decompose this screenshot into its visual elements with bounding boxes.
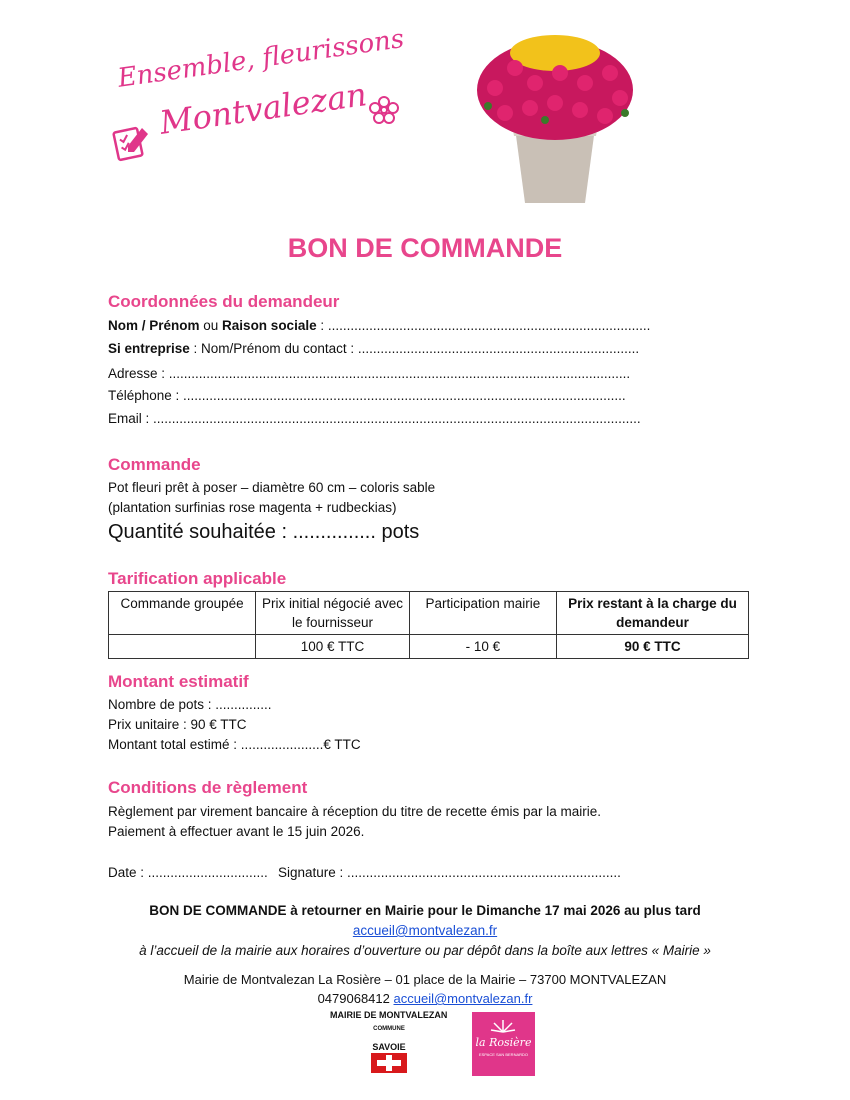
table-cell: 90 € TTC [556, 635, 748, 659]
table-header-cell: Prix initial négocié avec le fournisseur [256, 592, 410, 635]
checklist-icon [112, 124, 152, 164]
entreprise-label: Si entreprise [108, 341, 190, 356]
page-title: BON DE COMMANDE [287, 233, 563, 263]
flower-icon [368, 95, 400, 125]
montant-nombre: Nombre de pots : ............... [108, 697, 272, 712]
rosiere-label: la Rosière [475, 1036, 532, 1049]
field-nom [108, 318, 650, 333]
conditions-line-2: Paiement à effectuer avant le 15 juin 2026. [108, 824, 365, 839]
savoie-small-label: COMMUNE [373, 1026, 405, 1032]
accueil-note: à l’accueil de la mairie aux horaires d’ouverture ou par dépôt dans la boîte aux lettres « Mairie » [139, 943, 711, 958]
logo-line2: Montvalezan [157, 75, 369, 142]
quantite-field: Quantité souhaitée : ............... pots [108, 521, 420, 543]
date-field: Date : ................................ [108, 865, 268, 880]
table-header-cell: Participation mairie [409, 592, 556, 635]
montant-prix-unitaire: Prix unitaire : 90 € TTC [108, 717, 247, 732]
table-header-row [109, 592, 749, 635]
la-rosiere-logo [472, 1012, 535, 1076]
section-heading-commande: Commande [108, 455, 201, 474]
table-header-cell: Commande groupée [109, 592, 256, 635]
savoie-logo [366, 1026, 412, 1078]
table-header-cell: Prix restant à la charge du demandeur [556, 592, 748, 635]
section-heading-conditions: Conditions de règlement [108, 778, 308, 797]
phone-number: 0479068412 [317, 991, 390, 1006]
tarif-table [108, 591, 749, 659]
nom-label: Nom / Prénom [108, 318, 200, 333]
table-cell [109, 635, 256, 659]
nom-or: ou [199, 318, 223, 333]
signature-field: Signature : ......................................................................... [278, 865, 621, 880]
nom-dots: : ...................................................................................... [316, 318, 651, 333]
table-cell: 100 € TTC [256, 635, 410, 659]
logo-line1: Ensemble, fleurissons [115, 23, 406, 94]
rosiere-sub-label: ESPACE SAN BERNARDO [478, 1052, 529, 1057]
savoie-cross-icon [371, 1053, 407, 1073]
commande-desc-1: Pot fleuri prêt à poser – diamètre 60 cm – coloris sable [108, 480, 436, 495]
table-row [109, 635, 749, 659]
field-telephone: Téléphone : ...................................................................................................................... [108, 388, 626, 403]
flower-pot-image [470, 28, 640, 208]
mairie-address: Mairie de Montvalezan La Rosière – 01 place de la Mairie – 73700 MONTVALEZAN [183, 972, 667, 987]
conditions-line-1: Règlement par virement bancaire à réception du titre de recette émis par la mairie. [108, 804, 601, 819]
commande-desc-2: (plantation surfinias rose magenta + rudbeckias) [108, 500, 397, 515]
savoie-label: SAVOIE [372, 1042, 406, 1052]
section-heading-montant: Montant estimatif [108, 672, 249, 691]
mairie-label: MAIRIE DE MONTVALEZAN [330, 1010, 448, 1020]
return-instructions: BON DE COMMANDE à retourner en Mairie pour le Dimanche 17 mai 2026 au plus tard [149, 903, 701, 918]
montant-total: Montant total estimé : ......................€ TTC [108, 737, 361, 752]
raison-label: Raison sociale [222, 318, 317, 333]
section-heading-coordonnees: Coordonnées du demandeur [108, 292, 340, 311]
field-entreprise [108, 341, 639, 356]
contact-line [0, 991, 850, 1006]
field-adresse: Adresse : ........................................................................................................................... [108, 366, 631, 381]
entreprise-dots: : Nom/Prénom du contact : ........................................................................... [189, 341, 640, 356]
section-heading-tarification: Tarification applicable [108, 569, 287, 588]
email-link[interactable]: accueil@montvalezan.fr [352, 923, 498, 938]
sun-icon [472, 1012, 535, 1036]
email-link-2[interactable]: accueil@montvalezan.fr [393, 991, 533, 1006]
field-email: Email : .................................................................................................................................. [108, 411, 641, 426]
table-cell: - 10 € [409, 635, 556, 659]
